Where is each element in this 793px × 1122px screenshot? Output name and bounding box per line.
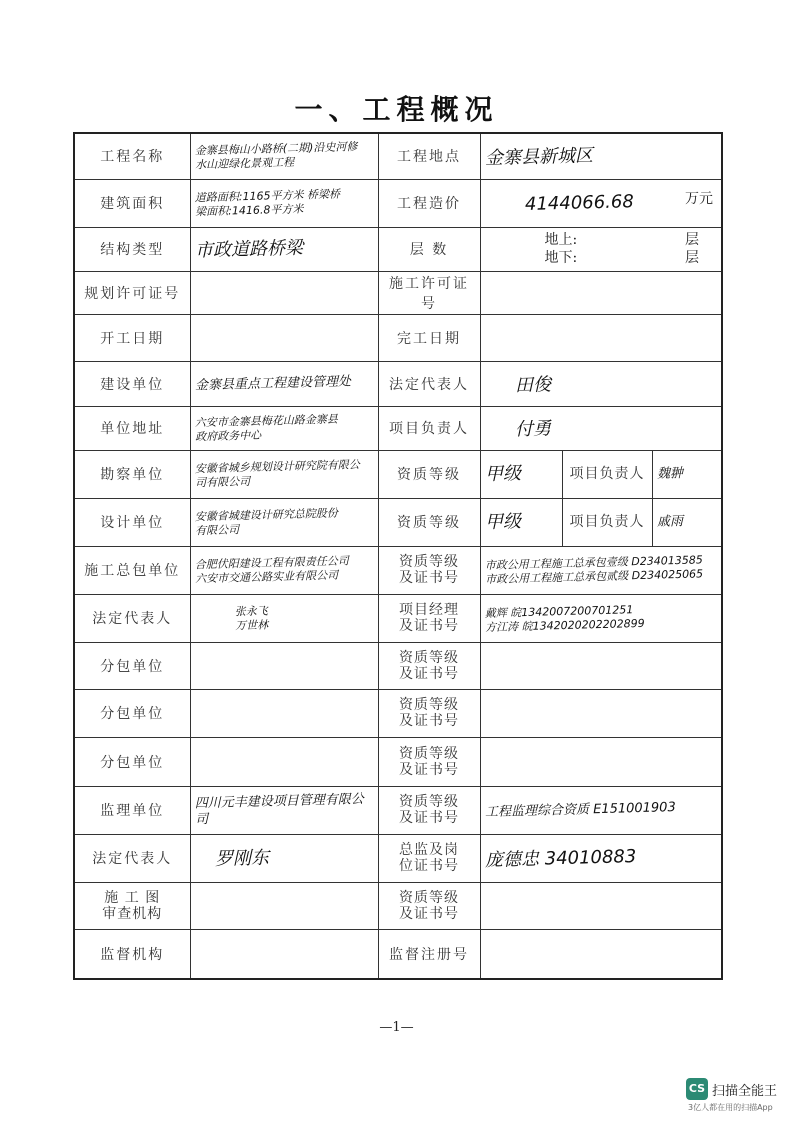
value-survey-unit: 安徽省城乡规划设计研究院有限公 司有限公司 [194,458,360,490]
label-cost: 工程造价 [378,179,480,227]
table-row [74,271,722,314]
value-drawing-review [190,882,378,929]
value-monitor-reg [480,929,722,979]
value-contractor-legal: 张永飞 万世林 [234,604,268,633]
value-construct-permit [480,271,722,314]
value-subcontractor-2 [190,689,378,737]
value-project-lead: 付勇 [514,418,551,441]
value-sub3-qual [480,737,722,786]
label-supervisor-qual: 资质等级 及证书号 [378,786,480,834]
table-row [74,786,722,834]
label-construct-permit: 施工许可证号 [378,271,480,314]
label-drawing-review: 施 工 图 审查机构 [74,882,190,929]
value-area: 道路面积:1165平方米 桥梁桥 梁面积:1416.8平方米 [194,187,340,219]
scanner-watermark [686,1078,777,1113]
table-row [74,179,722,227]
label-monitor: 监督机构 [74,929,190,979]
label-sub1-qual: 资质等级 及证书号 [378,642,480,689]
value-review-qual [480,882,722,929]
label-area: 建筑面积 [74,179,190,227]
label-sub2-qual: 资质等级 及证书号 [378,689,480,737]
table-row [74,834,722,882]
label-plan-permit: 规划许可证号 [74,271,190,314]
label-design-unit: 设计单位 [74,498,190,546]
label-start-date: 开工日期 [74,314,190,361]
value-monitor [190,929,378,979]
floors-below: 地下: 层 [544,250,700,266]
camscanner-logo-icon: CS [686,1078,708,1100]
value-subcontractor-1 [190,642,378,689]
value-sub1-qual [480,642,722,689]
label-design-lead: 项目负责人 [562,498,652,546]
label-subcontractor-1: 分包单位 [74,642,190,689]
value-subcontractor-3 [190,737,378,786]
label-contractor-legal: 法定代表人 [74,594,190,642]
page-title: 一、工程概况 [294,93,499,126]
table-row [74,594,722,642]
label-subcontractor-2: 分包单位 [74,689,190,737]
label-structure: 结构类型 [74,227,190,271]
value-design-lead: 戚雨 [656,514,683,530]
scanner-name: 扫描全能王 [712,1083,778,1099]
table-row [74,642,722,689]
table-row [74,546,722,594]
value-chief-supervisor: 庞德忠 34010883 [484,846,637,872]
label-subcontractor-3: 分包单位 [74,737,190,786]
table-row [74,450,722,498]
label-chief-supervisor: 总监及岗 位证书号 [378,834,480,882]
scanner-tagline: 3亿人都在用的扫描App [688,1103,773,1112]
value-design-qual: 甲级 [484,511,521,533]
value-plan-permit [190,271,378,314]
value-address: 六安市金寨县梅花山路金寨县 政府政务中心 [194,412,338,444]
value-location: 金寨县新城区 [484,145,593,170]
table-row [74,882,722,929]
value-project-name: 金寨县梅山小路桥(二期)沿史河修 水山迎绿化景观工程 [194,140,358,172]
label-supervisor: 监理单位 [74,786,190,834]
label-review-qual: 资质等级 及证书号 [378,882,480,929]
project-overview-table [73,132,723,980]
value-supervisor-qual: 工程监理综合资质 E151001903 [484,800,676,821]
table-row [74,737,722,786]
page-number: —1— [379,1020,414,1035]
value-builder: 金寨县重点工程建设管理处 [194,373,351,393]
table-row [74,689,722,737]
value-survey-lead: 魏翀 [656,466,683,482]
table-row [74,406,722,450]
label-supervisor-legal: 法定代表人 [74,834,190,882]
label-location: 工程地点 [378,133,480,179]
value-start-date [190,314,378,361]
value-contractor-qual: 市政公用工程施工总承包壹级 D234013585 市政公用工程施工总承包贰级 D234025065 [484,553,703,587]
table-row [74,929,722,979]
table-row [74,133,722,179]
label-address: 单位地址 [74,406,190,450]
label-survey-qual: 资质等级 [378,450,480,498]
cost-unit: 万元 [685,190,714,207]
table-row [74,227,722,271]
label-design-qual: 资质等级 [378,498,480,546]
label-monitor-reg: 监督注册号 [378,929,480,979]
floors-above: 地上: 层 [544,232,700,248]
label-project-name: 工程名称 [74,133,190,179]
value-pm-cert: 戴辉 皖1342007200701251 方江涛 皖1342020202202899 [484,603,645,635]
value-sub2-qual [480,689,722,737]
table-row [74,314,722,361]
label-sub3-qual: 资质等级 及证书号 [378,737,480,786]
value-supervisor-legal: 罗刚东 [214,847,269,870]
value-finish-date [480,314,722,361]
label-legal-rep: 法定代表人 [378,361,480,406]
label-project-lead: 项目负责人 [378,406,480,450]
label-pm-cert: 项目经理 及证书号 [378,594,480,642]
label-floors: 层 数 [378,227,480,271]
value-contractor: 合肥伏阳建设工程有限责任公司 六安市交通公路实业有限公司 [194,554,349,586]
value-survey-qual: 甲级 [484,463,521,485]
value-legal-rep: 田俊 [514,373,551,396]
label-finish-date: 完工日期 [378,314,480,361]
label-survey-unit: 勘察单位 [74,450,190,498]
label-contractor: 施工总包单位 [74,546,190,594]
label-survey-lead: 项目负责人 [562,450,652,498]
table-row [74,498,722,546]
value-supervisor: 四川元丰建设项目管理有限公司 [194,791,364,828]
label-builder: 建设单位 [74,361,190,406]
label-contractor-qual: 资质等级 及证书号 [378,546,480,594]
value-design-unit: 安徽省城建设计研究总院股份 有限公司 [194,506,338,538]
value-cost: 4144066.68 [524,191,634,215]
value-structure: 市政道路桥梁 [194,237,303,262]
table-row [74,361,722,406]
